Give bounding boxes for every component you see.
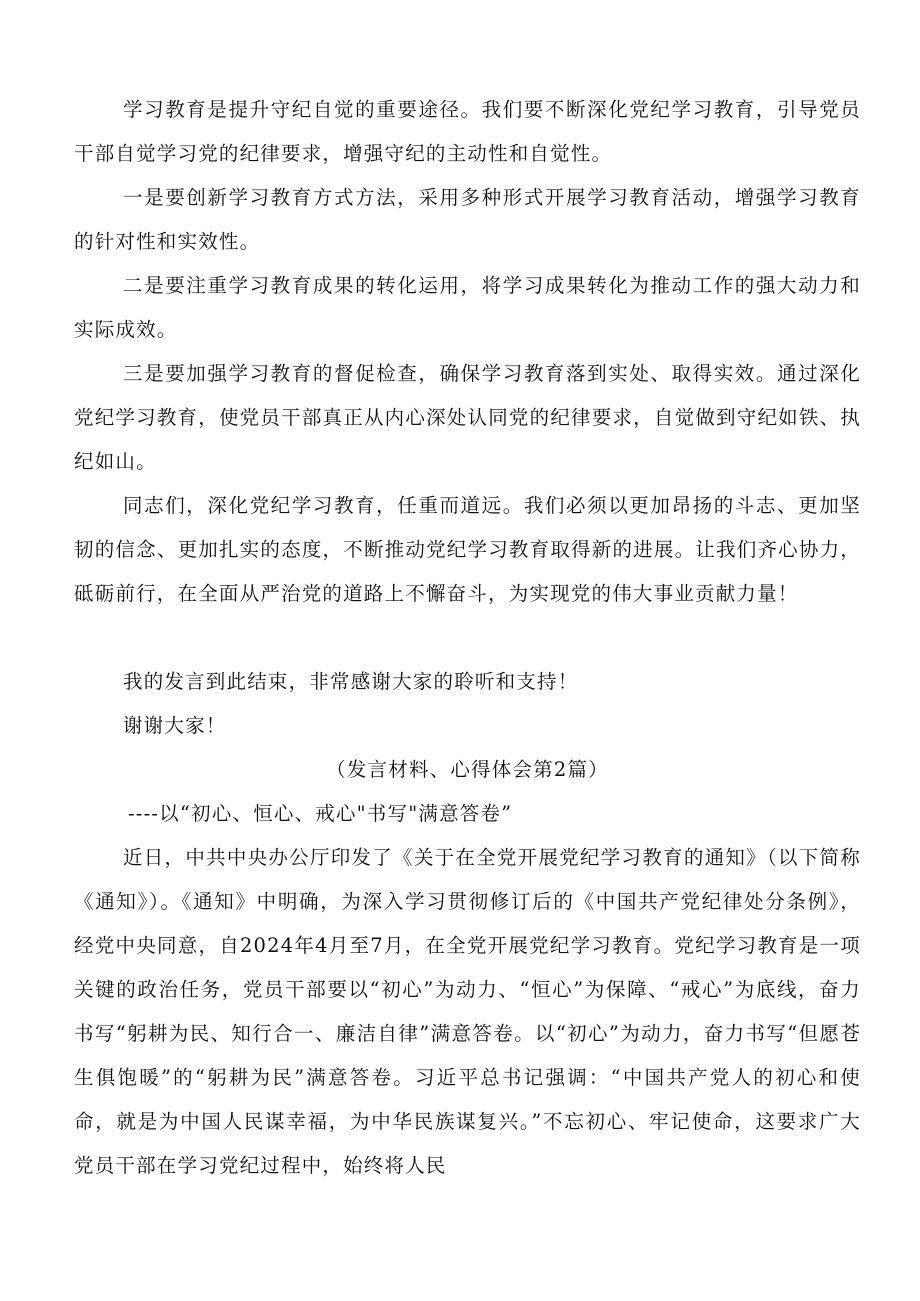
paragraph-body: 近日，中共中央办公厅印发了《关于在全党开展党纪学习教育的通知》（以下简称《通知》）。《通知》中明确，为深入学习贯彻修订后的《中国共产党纪律处分条例》，经党中央同意，自2024年4月至7月，在全党开展党纪学习教育。党纪学习教育是一项关键的政治任务，党员干部要以“初心”为动力、“恒心”为保障、“戒心”为底线，奋力书写“躬耕为民、知行合一、廉洁自律”满意答卷。以“初心”为动力，奋力书写“但愿苍生俱饱暖”的“躬耕为民”满意答卷。习近平总书记强调：“中国共产党人的初心和使命，就是为中国人民谋幸福，为中华民族谋复兴。”不忘初心、牢记使命，这要求广大党员干部在学习党纪过程中，始终将人民 xyxy=(74,846,861,1177)
paragraph-learning-education: 学习教育是提升守纪自觉的重要途径。我们要不断深化党纪学习教育，引导党员干部自觉学习党的纪律要求，增强守纪的主动性和自觉性。 xyxy=(74,98,861,165)
paragraph-thanks: 谢谢大家！ xyxy=(123,714,227,737)
section-heading: （发言材料、心得体会第2篇） xyxy=(326,758,609,781)
paragraph-point-three: 三是要加强学习教育的督促检查，确保学习教育落到实处、取得实效。通过深化党纪学习教育，使党员干部真正从内心深处认同党的纪律要求，自觉做到守纪如铁、执纪如山。 xyxy=(74,362,861,473)
subtitle: ----以“初心、恒心、戒心"书写"满意答卷” xyxy=(128,802,513,825)
paragraph-comrades: 同志们，深化党纪学习教育，任重而道远。我们必须以更加昂扬的斗志、更加坚韧的信念、更加扎实的态度，不断推动党纪学习教育取得新的进展。让我们齐心协力，砥砺前行，在全面从严治党的道路上不懈奋斗，为实现党的伟大事业贡献力量！ xyxy=(74,494,861,605)
paragraph-closing: 我的发言到此结束，非常感谢大家的聆听和支持！ xyxy=(123,670,579,693)
paragraph-point-two: 二是要注重学习教育成果的转化运用，将学习成果转化为推动工作的强大动力和实际成效。 xyxy=(74,274,861,341)
paragraph-point-one: 一是要创新学习教育方式方法，采用多种形式开展学习教育活动，增强学习教育的针对性和实效性。 xyxy=(74,186,861,253)
